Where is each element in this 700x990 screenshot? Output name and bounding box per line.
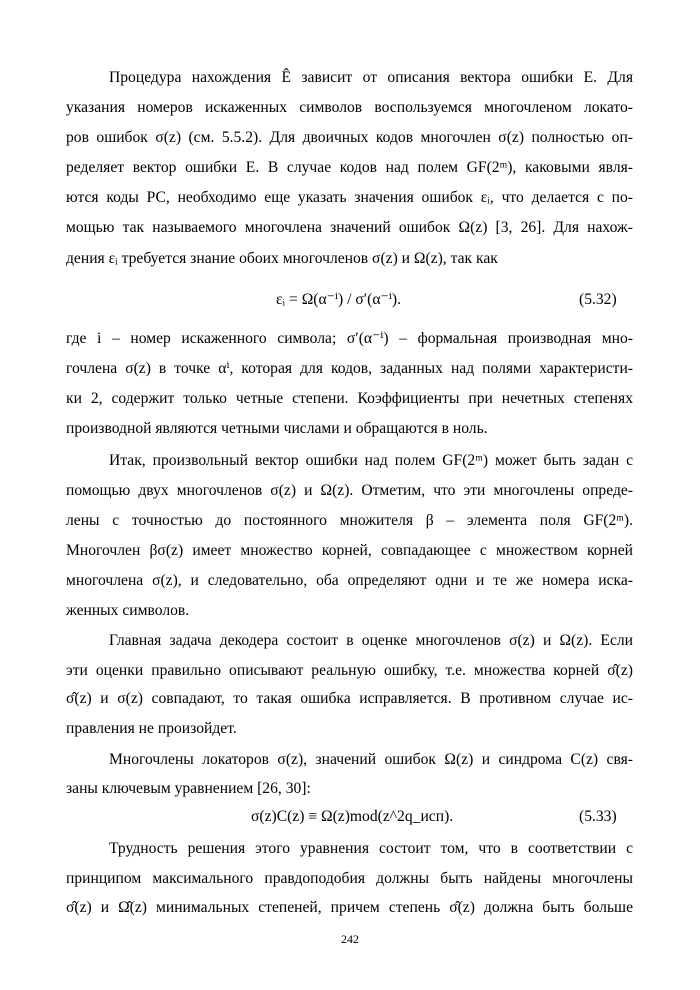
equation-number: (5.32) [579,291,617,308]
equation-number: (5.33) [579,808,617,825]
text-line: Итак, произвольный вектор ошибки над полем GF(2ᵐ) может быть задан с [109,452,633,469]
text-line: заны ключевым уравнением [26, 30]: [66,780,311,797]
text-line: ются коды РС, необходимо еще указать значения ошибок εᵢ, что делается с по- [66,189,633,206]
text-line: правления не произойдет. [66,720,237,737]
page-number: 242 [341,932,359,946]
text-line: гочлена σ(z) в точке αⁱ, которая для кодов, заданных над полями характеристи- [66,360,633,377]
text-line: ки 2, содержит только четные степени. Коэффициенты при нечетных степенях [66,390,633,407]
text-line: Многочлен βσ(z) имеет множество корней, совпадающее с множеством корней [66,542,633,559]
text-line: помощью двух многочленов σ(z) и Ω(z). Отметим, что эти многочлены опреде- [66,482,633,499]
equation-5-33: σ(z)C(z) ≡ Ω(z)mod(z^2q_исп). [251,808,454,825]
text-line: многочлена σ(z), и следовательно, оба определяют одни и те же номера иска- [66,572,633,589]
equation-5-32: εᵢ = Ω(α⁻ⁱ) / σ′(α⁻ⁱ). [276,291,401,308]
text-line: где i – номер искаженного символа; σ′(α⁻ⁱ) – формальная производная мно- [66,330,633,347]
text-line: производной являются четными числами и обращаются в ноль. [66,420,488,437]
text-line: Многочлены локаторов σ(z), значений ошибок Ω(z) и синдрома C(z) свя- [109,751,633,768]
text-line: ределяет вектор ошибки E. В случае кодов над полем GF(2ᵐ), каковыми явля- [66,159,633,176]
text-line: ров ошибок σ(z) (см. 5.5.2). Для двоичных кодов многочлен σ(z) полностью оп- [66,129,633,146]
text-line: эти оценки правильно описывают реальную ошибку, т.е. множества корней σ̂(z) [66,662,633,679]
text-line: Главная задача декодера состоит в оценке многочленов σ(z) и Ω(z). Если [109,632,633,649]
text-line: лены с точностью до постоянного множителя β – элемента поля GF(2ᵐ). [66,512,633,529]
text-line: указания номеров искаженных символов воспользуемся многочленом локато- [66,99,633,116]
text-line: мощью так называемого многочлена значений ошибок Ω(z) [3, 26]. Для нахож- [66,219,633,236]
text-line: женных символов. [66,602,190,619]
text-line: σ̂(z) и Ω̂(z) минимальных степеней, причем степень σ̂(z) должна быть больше [66,899,633,916]
text-line: σ̂(z) и σ(z) совпадают, то такая ошибка исправляется. В противном случае ис- [66,690,633,707]
text-line: Процедура нахождения Ê зависит от описания вектора ошибки E. Для [109,69,633,86]
text-line: Трудность решения этого уравнения состоит том, что в соответствии с [109,840,633,857]
text-line: принципом максимального правдоподобия должны быть найдены многочлены [66,870,633,887]
text-line: дения εᵢ требуется знание обоих многочленов σ(z) и Ω(z), так как [66,250,498,267]
